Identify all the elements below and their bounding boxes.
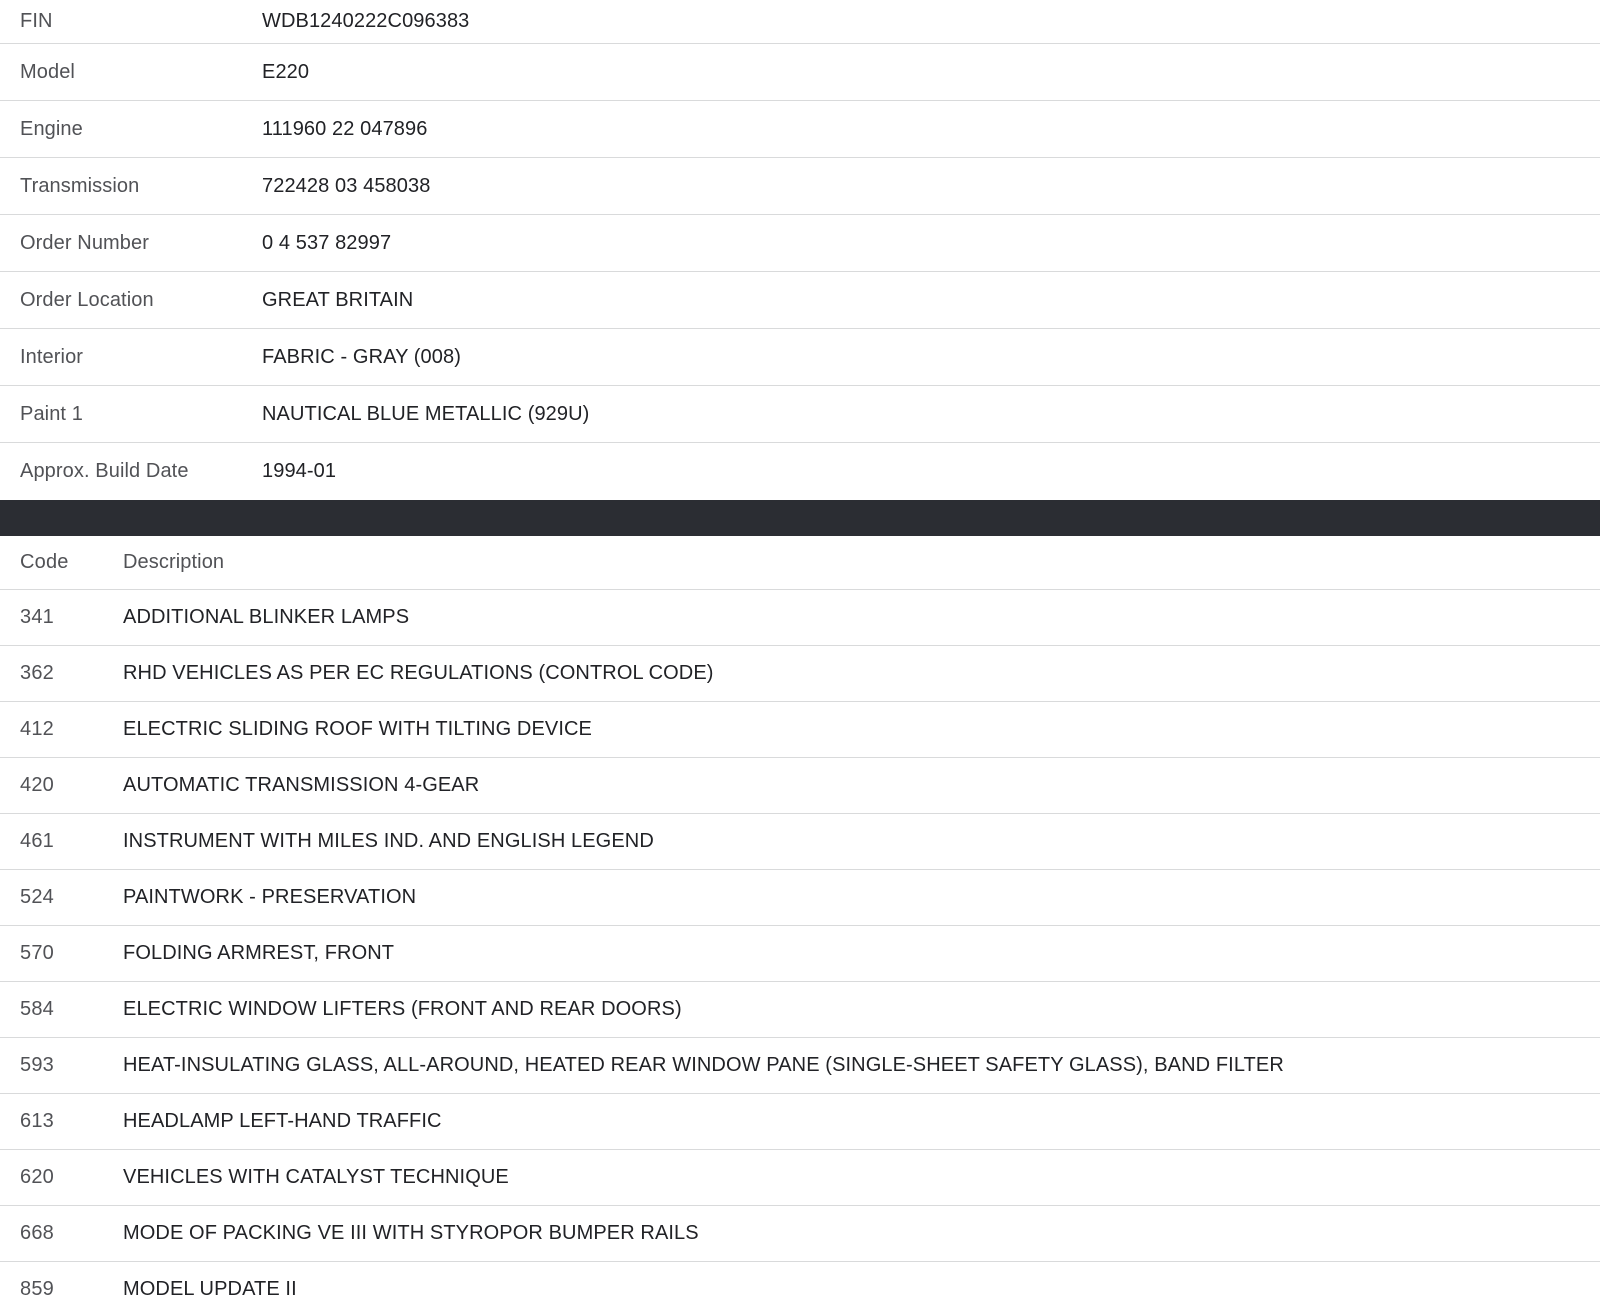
- option-code-row: [0, 982, 1600, 1038]
- option-code: 668: [20, 1222, 54, 1244]
- option-description: ELECTRIC WINDOW LIFTERS (FRONT AND REAR DOORS): [123, 998, 682, 1020]
- option-code: 859: [20, 1278, 54, 1300]
- field-label: Approx. Build Date: [20, 460, 189, 482]
- option-description: INSTRUMENT WITH MILES IND. AND ENGLISH LEGEND: [123, 830, 654, 852]
- option-code-row: [0, 1094, 1600, 1150]
- option-code: 524: [20, 886, 54, 908]
- field-label: Paint 1: [20, 402, 83, 425]
- code-column-header: Code: [20, 551, 69, 573]
- field-label: Engine: [20, 117, 83, 140]
- option-description: HEAT-INSULATING GLASS, ALL-AROUND, HEATED REAR WINDOW PANE (SINGLE-SHEET SAFETY GLASS), BAND FILTER: [123, 1054, 1284, 1076]
- option-code: 570: [20, 942, 54, 964]
- vehicle-info-row: [0, 386, 1600, 443]
- option-description: ADDITIONAL BLINKER LAMPS: [123, 606, 410, 628]
- field-label: FIN: [20, 10, 53, 32]
- option-code: 593: [20, 1054, 54, 1076]
- field-value: GREAT BRITAIN: [262, 288, 414, 311]
- field-label: Transmission: [20, 174, 140, 197]
- option-code: 620: [20, 1166, 54, 1188]
- option-code-row: [0, 590, 1600, 646]
- option-code: 362: [20, 662, 54, 684]
- option-code-row: [0, 758, 1600, 814]
- vehicle-info-row: [0, 329, 1600, 386]
- field-value: 722428 03 458038: [262, 174, 431, 197]
- option-code: 420: [20, 774, 54, 796]
- option-description: FOLDING ARMREST, FRONT: [123, 942, 395, 964]
- field-label: Order Location: [20, 288, 154, 311]
- option-code-row: [0, 926, 1600, 982]
- vehicle-info-row: [0, 443, 1600, 500]
- option-description: MODE OF PACKING VE III WITH STYROPOR BUMPER RAILS: [123, 1222, 699, 1244]
- option-code-row: [0, 646, 1600, 702]
- option-code: 341: [20, 606, 54, 628]
- option-code-row: [0, 1262, 1600, 1315]
- option-description: MODEL UPDATE II: [123, 1278, 297, 1300]
- option-code-row: [0, 814, 1600, 870]
- field-value: NAUTICAL BLUE METALLIC (929U): [262, 402, 590, 425]
- option-codes-rows: [0, 590, 1600, 1315]
- option-code: 412: [20, 718, 54, 740]
- option-description: HEADLAMP LEFT-HAND TRAFFIC: [123, 1110, 442, 1132]
- option-code-row: [0, 702, 1600, 758]
- field-value: 0 4 537 82997: [262, 231, 392, 254]
- option-code: 613: [20, 1110, 54, 1132]
- field-label: Order Number: [20, 231, 150, 254]
- option-code: 584: [20, 998, 54, 1020]
- vehicle-info-row: [0, 158, 1600, 215]
- field-value: 111960 22 047896: [262, 117, 428, 140]
- vehicle-info-row: [0, 215, 1600, 272]
- description-column-header: Description: [123, 551, 225, 573]
- section-divider-bar: [0, 500, 1600, 536]
- option-code: 461: [20, 830, 54, 852]
- field-label: Interior: [20, 345, 84, 368]
- option-code-row: [0, 1038, 1600, 1094]
- field-value: 1994-01: [262, 460, 337, 482]
- option-codes-header-row: [0, 536, 1600, 590]
- vehicle-info-row: [0, 101, 1600, 158]
- option-code-row: [0, 1206, 1600, 1262]
- option-code-row: [0, 870, 1600, 926]
- field-label: Model: [20, 60, 75, 83]
- option-description: VEHICLES WITH CATALYST TECHNIQUE: [123, 1166, 509, 1188]
- option-codes-table: [0, 536, 1600, 1315]
- option-description: PAINTWORK - PRESERVATION: [123, 886, 417, 908]
- vehicle-info-table: [0, 0, 1600, 500]
- option-code-row: [0, 1150, 1600, 1206]
- vehicle-info-row: [0, 272, 1600, 329]
- vehicle-info-row: [0, 0, 1600, 44]
- field-value: E220: [262, 60, 310, 83]
- field-value: FABRIC - GRAY (008): [262, 345, 461, 368]
- vehicle-info-row: [0, 44, 1600, 101]
- option-description: RHD VEHICLES AS PER EC REGULATIONS (CONTROL CODE): [123, 662, 714, 684]
- option-description: AUTOMATIC TRANSMISSION 4-GEAR: [123, 774, 480, 796]
- field-value: WDB1240222C096383: [262, 10, 470, 32]
- option-description: ELECTRIC SLIDING ROOF WITH TILTING DEVICE: [123, 718, 592, 740]
